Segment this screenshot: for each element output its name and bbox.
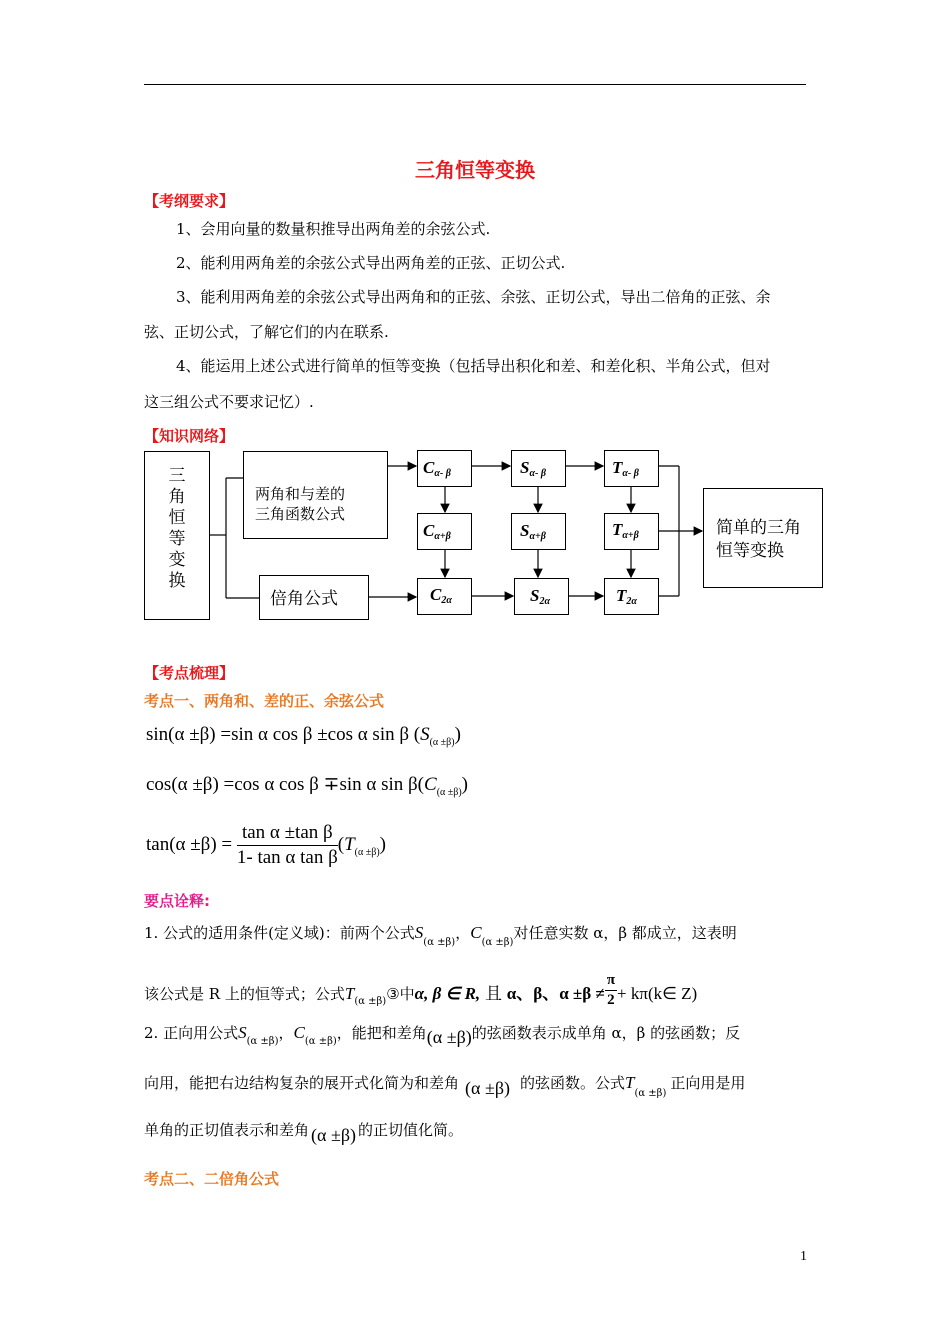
pi-over-two: $\frac{\pi}{2}$ <box>606 971 616 1008</box>
header-rule <box>144 84 806 85</box>
node-s-minus: Sα- β <box>511 450 566 487</box>
requirement-4: 4、能运用上述公式进行简单的恒等变换（包括导出积化和差、和差化积、半角公式，但对 <box>176 357 771 375</box>
note1-line2: 该公式是 R 上的恒等式；公式$T_{(\alpha \pm\beta)}③$中α, β ∈ R, 且 α、β、α ±β ≠ $\frac{\pi}{2}$ + kπ(k∈ Z) <box>144 971 698 1008</box>
requirement-3: 3、能利用两角差的余弦公式导出两角和的正弦、余弦、正切公式，导出二倍角的正弦、余 <box>176 288 771 306</box>
node-c-plus: Cα+β <box>417 513 472 550</box>
note2-line2: 向用，能把右边结构复杂的展开式化简为和差角 (α ±β) 的弦函数。公式$T_{(\alpha \pm\beta)}$正向用是用 <box>144 1073 746 1099</box>
result-label-line2: 恒等变换 <box>716 541 784 561</box>
requirement-2: 2、能利用两角差的余弦公式导出两角差的正弦、正切公式. <box>176 254 566 272</box>
result-label-line1: 简单的三角 <box>716 518 801 538</box>
knowledge-network-diagram <box>0 0 950 640</box>
requirement-4-cont: 这三组公式不要求记忆）. <box>144 393 314 411</box>
requirement-3-cont: 弦、正切公式，了解它们的内在联系. <box>144 323 389 341</box>
diagram-root-box <box>144 451 210 620</box>
point1-heading: 考点一、两角和、差的正、余弦公式 <box>144 692 385 710</box>
sum-diff-label-line1: 两角和与差的 <box>255 485 346 503</box>
node-s-plus: Sα+β <box>511 513 566 550</box>
sum-diff-label-line2: 三角函数公式 <box>255 505 346 523</box>
tan-fraction: $\frac{\text{tan α ±tan β}}{\text{1- tan α tan β}}$ <box>236 822 338 868</box>
diagram-sum-diff-box <box>243 451 388 539</box>
section-requirements: 【考纲要求】 <box>144 192 235 210</box>
diagram-result-box <box>703 488 823 588</box>
note2-line3: 单角的正切值表示和差角 (α ±β) 的正切值化简。 <box>144 1121 463 1145</box>
section-network: 【知识网络】 <box>144 427 235 445</box>
diagram-root-label: 三 角 恒 等 变 换 <box>168 466 186 591</box>
node-t-plus: Tα+β <box>604 513 659 550</box>
formula-tan: tan(α ±β) = $\frac{\text{tan α ±tan β}}{\text{1- tan α tan β}}$ $(T_{(\alpha \pm\beta)})$ <box>146 822 386 868</box>
double-angle-label: 倍角公式 <box>270 589 338 609</box>
node-s-double: S2α <box>514 578 569 615</box>
point2-heading: 考点二、二倍角公式 <box>144 1170 280 1188</box>
note1-line1: 1. 公式的适用条件(定义域)：前两个公式$S_{(\alpha \pm\beta)}$，$C_{(\alpha \pm\beta)}$对任意实数 α，β 都成立，这表明 <box>144 923 737 948</box>
node-c-double: C2α <box>417 578 472 615</box>
diagram-double-angle-box <box>259 575 369 620</box>
node-c-minus: Cα- β <box>417 450 472 487</box>
notes-heading: 要点诠释: <box>144 892 210 910</box>
diagram-connectors <box>0 0 950 640</box>
node-t-minus: Tα- β <box>604 450 659 487</box>
formula-cos: cos(α ±β) =cos α cos β ∓sin α $\sin \beta(C_{(\alpha \pm\beta)})$ <box>146 774 468 798</box>
node-t-double: T2α <box>604 578 659 615</box>
section-review: 【考点梳理】 <box>144 664 235 682</box>
page-title: 三角恒等变换 <box>415 158 535 182</box>
formula-sin: sin(α ±β) =sin α cos β ±cos α sin β $(S_{(\alpha \pm\beta)})$ <box>146 724 461 748</box>
page-number: 1 <box>800 1249 807 1264</box>
note2-line1: 2. 正向用公式$S_{(\alpha \pm\beta)}$，$C_{(\alpha \pm\beta)}$，能把和差角(α ±β)的弦函数表示成单角 α，β 的弦函数；反 <box>144 1023 741 1047</box>
requirement-1: 1、会用向量的数量积推导出两角差的余弦公式. <box>176 220 491 238</box>
